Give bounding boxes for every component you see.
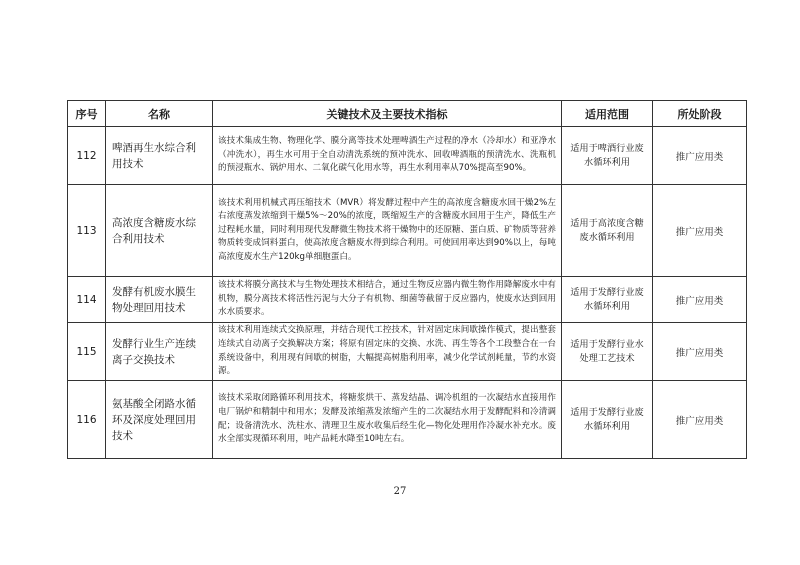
row-tech: 该技术利用机械式再压缩技术（MVR）将发酵过程中产生的高浓度含糖废水回干燥2%左右浓度蒸发浓缩到干燥5%～20%的浓度，既缩短生产的含糖废水回用于生产，降低生产过程耗水量，同时利用现代发酵微生物技术将干燥物中的还原糖、蛋白质、矿物质等营养物质转变成饲料蛋白，使高浓度含糖废水得到综合利用。可使回用率达到90%以上，每吨高浓度废水生产120kg单细胞蛋白。 xyxy=(213,185,562,277)
row-scope: 适用于发酵行业废水循环利用 xyxy=(562,277,653,323)
row-no: 114 xyxy=(68,277,106,323)
header-name: 名称 xyxy=(106,101,213,127)
row-tech: 该技术采取闭路循环利用技术，将糖浆烘干、蒸发结晶、调冷机组的一次凝结水直接用作电厂锅炉和精制中和用水；发酵及浓缩蒸发浓缩产生的二次凝结水用于发酵配料和冷清调配；设备清洗水、洗柱水、清理卫生废水收集后经生化—物化处理用作冷凝水补充水。废水全部实现循环利用，吨产品耗水降至10吨左右。 xyxy=(213,381,562,459)
row-no: 116 xyxy=(68,381,106,459)
page-number: 27 xyxy=(393,486,407,497)
row-scope: 适用于高浓度含糖废水循环利用 xyxy=(562,185,653,277)
table-row xyxy=(68,323,747,381)
row-name: 啤酒再生水综合利用技术 xyxy=(106,127,213,185)
table-row xyxy=(68,127,747,185)
row-scope: 适用于发酵行业废水循环利用 xyxy=(562,381,653,459)
row-name: 发酵有机废水膜生物处理回用技术 xyxy=(106,277,213,323)
table-row xyxy=(68,277,747,323)
row-stage: 推广应用类 xyxy=(653,185,747,277)
row-no: 115 xyxy=(68,323,106,381)
row-stage: 推广应用类 xyxy=(653,277,747,323)
table-row xyxy=(68,381,747,459)
row-scope: 适用于发酵行业水处理工艺技术 xyxy=(562,323,653,381)
row-tech: 该技术集成生物、物理化学、膜分离等技术处理啤酒生产过程的净水（冷却水）和亚净水（冲洗水），再生水可用于全自动清洗系统的预冲洗水、回收啤酒瓶的预清洗水、洗瓶机的预浸瓶水、锅炉用水、二氧化碳气化用水等，再生水利用率从70%提高至90%。 xyxy=(213,127,562,185)
row-no: 113 xyxy=(68,185,106,277)
row-tech: 该技术利用连续式交换原理，并结合现代工控技术，针对固定床间歇操作模式，提出整套连续式自动离子交换解决方案；将原有固定床的交换、水洗、再生等各个工段整合在一台系统设备中，利用现有间歇的树脂，大幅提高树脂利用率，减少化学试剂耗量，节约水资源。 xyxy=(213,323,562,381)
technology-table xyxy=(67,100,747,459)
row-scope: 适用于啤酒行业废水循环利用 xyxy=(562,127,653,185)
row-stage: 推广应用类 xyxy=(653,323,747,381)
row-name: 高浓度含糖废水综合利用技术 xyxy=(106,185,213,277)
header-tech: 关键技术及主要技术指标 xyxy=(213,101,562,127)
row-name: 氨基酸全闭路水循环及深度处理回用技术 xyxy=(106,381,213,459)
row-stage: 推广应用类 xyxy=(653,127,747,185)
table-header-row xyxy=(68,101,747,127)
row-name: 发酵行业生产连续离子交换技术 xyxy=(106,323,213,381)
table-row xyxy=(68,185,747,277)
header-stage: 所处阶段 xyxy=(653,101,747,127)
row-tech: 该技术将膜分离技术与生物处理技术相结合，通过生物反应器内微生物作用降解废水中有机物，膜分离技术将活性污泥与大分子有机物、细菌等截留于反应器内，使废水达到回用水水质要求。 xyxy=(213,277,562,323)
row-stage: 推广应用类 xyxy=(653,381,747,459)
header-no: 序号 xyxy=(68,101,106,127)
row-no: 112 xyxy=(68,127,106,185)
header-scope: 适用范围 xyxy=(562,101,653,127)
